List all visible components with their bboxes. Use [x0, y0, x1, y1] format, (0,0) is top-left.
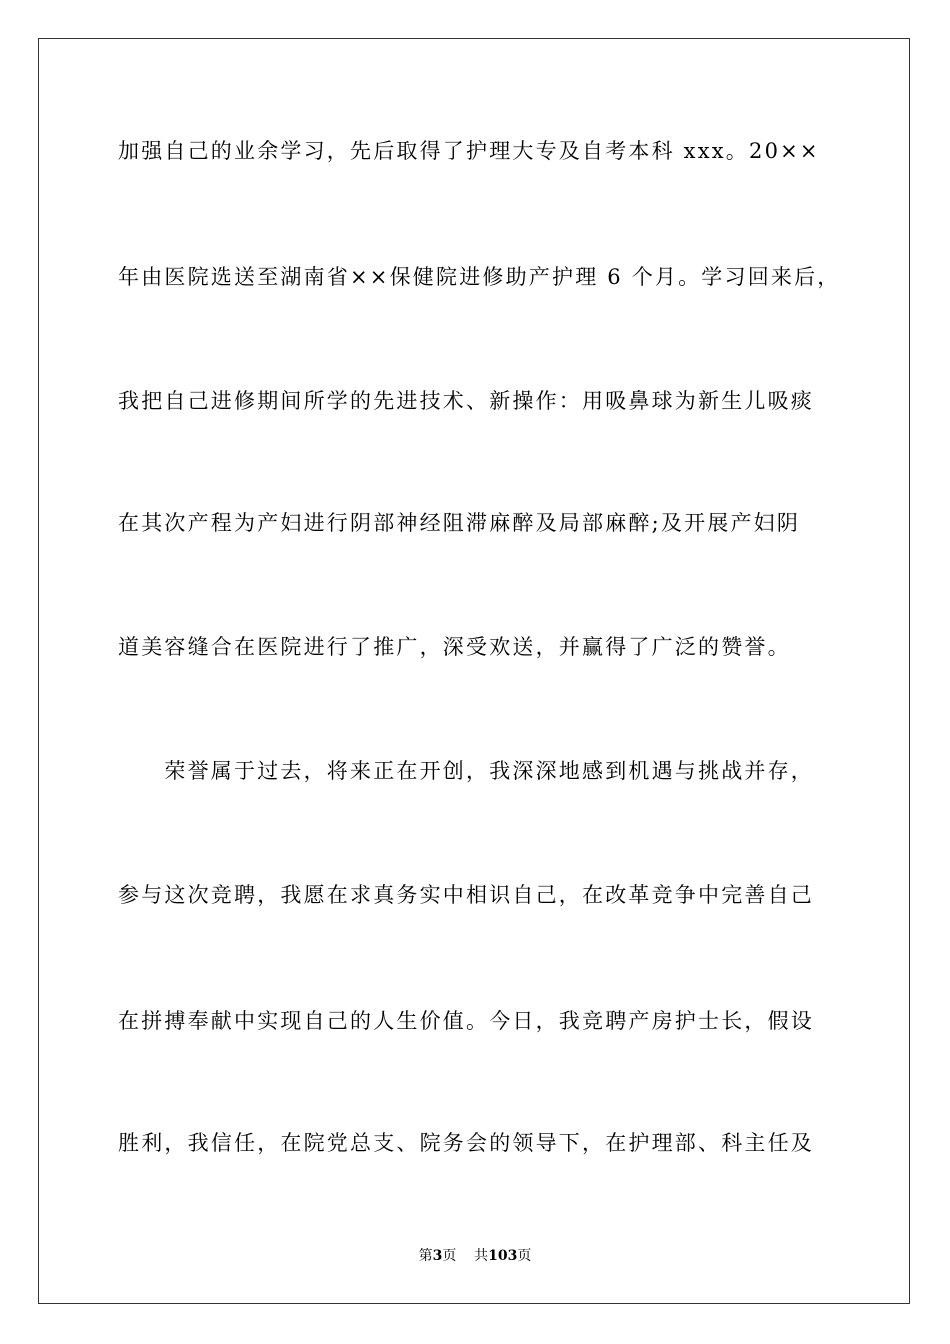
footer-page-number: 3: [432, 1248, 443, 1264]
text-line-5: 道美容缝合在医院进行了推广，深受欢送，并赢得了广泛的赞誉。: [118, 635, 791, 659]
footer-total-suffix: 页: [517, 1248, 532, 1264]
text-line-4: 在其次产程为产妇进行阴部神经阻滞麻醉及局部麻醉;及开展产妇阴: [118, 511, 801, 535]
page-footer: [0, 1246, 950, 1266]
text-line-9: 胜利，我信任，在院党总支、院务会的领导下，在护理部、科主任及: [118, 1131, 814, 1155]
text-line-7: 参与这次竞聘，我愿在求真务实中相识自己，在改革竞争中完善自己: [118, 883, 814, 907]
page-border: [38, 38, 910, 1304]
footer-page-prefix: 第: [418, 1248, 433, 1264]
text-line-6: 荣誉属于过去，将来正在开创，我深深地感到机遇与挑战并存，: [118, 759, 814, 783]
text-line-1: 加强自己的业余学习，先后取得了护理大专及自考本科 xxx。20××: [118, 139, 820, 163]
text-line-8: 在拼搏奉献中实现自己的人生价值。今日，我竞聘产房护士长，假设: [118, 1009, 814, 1033]
text-line-2: 年由医院选送至湖南省××保健院进修助产护理 6 个月。学习回来后，: [118, 265, 841, 289]
text-line-3: 我把自己进修期间所学的先进技术、新操作：用吸鼻球为新生儿吸痰: [118, 389, 814, 413]
footer-total-prefix: 共: [474, 1248, 489, 1264]
footer-page-suffix: 页: [442, 1248, 457, 1264]
footer-total-pages: 103: [488, 1248, 518, 1264]
